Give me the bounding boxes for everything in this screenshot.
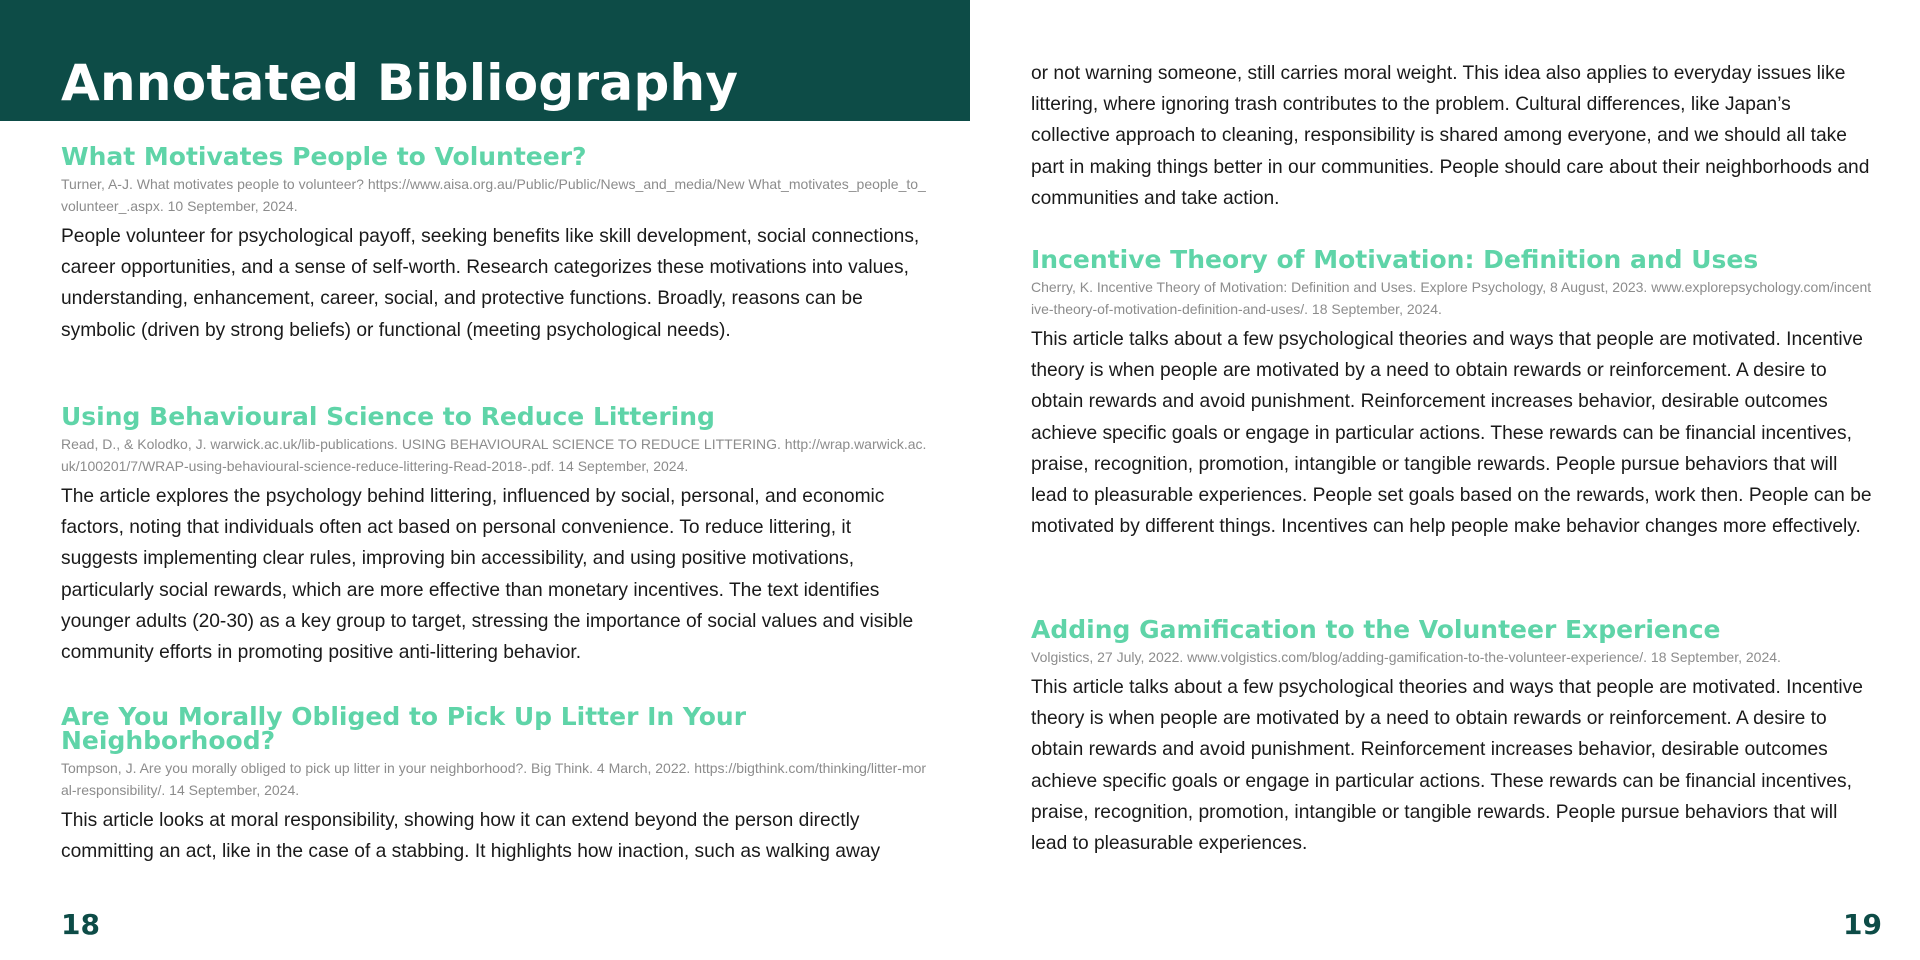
page-number-left: 18 — [61, 908, 100, 941]
bibliography-entry — [61, 142, 928, 346]
entry-annotation: People volunteer for psychological payoff, seeking benefits like skill development, social connections, career opportunities, and a sense of self-worth. Research categorizes these motivations into values, understanding, enhancement, career, social, and protective functions. Broadly, reasons can be symbolic (driven by strong beliefs) or functional (meeting psychological needs). — [61, 226, 920, 341]
page-number-right: 19 — [1843, 908, 1882, 941]
entry-citation: Tompson, J. Are you morally obliged to pick up litter in your neighborhood?. Big Think. 4 March, 2022. https://bigthink.com/thinking/litter-moral-responsibility/. 14 September, 2024. — [61, 760, 927, 798]
entry-title: Incentive Theory of Motivation: Definition and Uses — [1031, 245, 1759, 274]
entry-title: Using Behavioural Science to Reduce Littering — [61, 402, 715, 431]
entry-title: What Motivates People to Volunteer? — [61, 142, 587, 171]
entry-citation: Read, D., & Kolodko, J. warwick.ac.uk/lib-publications. USING BEHAVIOURAL SCIENCE TO REDUCE LITTERING. http://wrap.warwick.ac.uk/100201/7/WRAP-using-behavioural-science-reduce-littering-Read-2018-.pdf. 14 September, 2024. — [61, 436, 927, 474]
entry-annotation: This article talks about a few psychological theories and ways that people are motivated. Incentive theory is when people are motivated by a need to obtain rewards or reinforcement. A desire to obtain rewards and avoid punishment. Reinforcement increases behavior, desirable outcomes achieve specific goals or engage in particular actions. These rewards can be financial incentives, praise, recognition, promotion, intangible or tangible rewards. People pursue behaviors that will lead to pleasurable experiences. — [1031, 677, 1863, 855]
bibliography-entry — [61, 702, 928, 867]
bibliography-entry — [61, 402, 928, 668]
entry-citation: Cherry, K. Incentive Theory of Motivation: Definition and Uses. Explore Psychology, 8 August, 2023. www.explorepsychology.com/incentive-theory-of-motivation-definition-and-uses/. 18 September, 2024. — [1031, 279, 1872, 317]
entry-annotation: The article explores the psychology behind littering, influenced by social, personal, and economic factors, noting that individuals often act based on personal convenience. To reduce littering, it suggests implementing clear rules, improving bin accessibility, and using positive motivations, particularly social rewards, which are more effective than monetary incentives. The text identifies younger adults (20-30) as a key group to target, stressing the importance of social values and visible community efforts in promoting positive anti-littering behavior. — [61, 486, 914, 664]
page-title: Annotated Bibliography — [61, 54, 739, 112]
entry-citation: Turner, A-J. What motivates people to volunteer? https://www.aisa.org.au/Public/Public/News_and_media/New What_motivates_people_to_volunteer_.aspx. 10 September, 2024. — [61, 176, 926, 214]
bibliography-entry — [1031, 245, 1872, 542]
header-band — [0, 0, 970, 121]
entry-annotation: This article looks at moral responsibility, showing how it can extend beyond the person directly committing an act, like in the case of a stabbing. It highlights how inaction, such as walking away — [61, 810, 881, 863]
entry-title: Adding Gamification to the Volunteer Experience — [1031, 615, 1721, 644]
entry-citation: Volgistics, 27 July, 2022. www.volgistics.com/blog/adding-gamification-to-the-volunteer-experience/. 18 September, 2024. — [1031, 649, 1781, 665]
bibliography-entry — [1031, 615, 1872, 859]
entry-title: Are You Morally Obliged to Pick Up Litter In Your Neighborhood? — [61, 702, 747, 755]
entry-annotation: This article talks about a few psychological theories and ways that people are motivated. Incentive theory is when people are motivated by a need to obtain rewards or reinforcement. A desire to obtain rewards and avoid punishment. Reinforcement increases behavior, desirable outcomes achieve specific goals or engage in particular actions. These rewards can be financial incentives, praise, recognition, promotion, intangible or tangible rewards. People pursue behaviors that will lead to pleasurable experiences. People set goals based on the rewards, work then. People can be motivated by different things. Incentives can help people make behavior changes more effectively. — [1031, 329, 1872, 538]
continued-annotation — [1031, 58, 1872, 214]
entry-annotation-continued: or not warning someone, still carries moral weight. This idea also applies to everyday issues like littering, where ignoring trash contributes to the problem. Cultural differences, like Japan’s collective approach to cleaning, responsibility is shared among everyone, and we should all take part in making things better in our communities. People should care about their neighborhoods and communities and take action. — [1031, 63, 1870, 209]
